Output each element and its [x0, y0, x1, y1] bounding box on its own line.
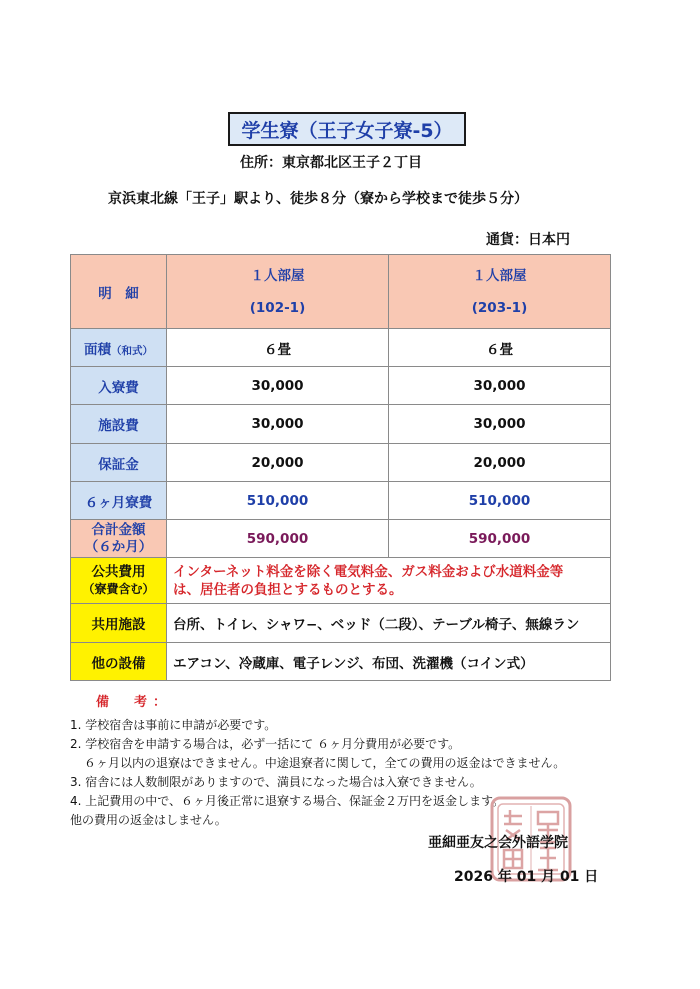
row-label-deposit: 保証金: [71, 444, 167, 482]
total-label: 合計金額: [91, 521, 146, 538]
remark-line: 3. 宿舎には人数制限がありますので、満員になった場合は入寮できません。: [70, 775, 482, 789]
dorm-access: 京浜東北線「王子」駅より、徒歩８分（寮から学校まで徒歩５分）: [108, 191, 528, 207]
room-1-code: (102-1): [249, 299, 306, 316]
row-label-six-month-rent: ６ヶ月寮費: [71, 482, 167, 520]
school-name: 亜細亜友之会外語学院: [428, 835, 568, 851]
shared-facilities-text: 台所、トイレ、シャワ−、ベッド（二段）、テーブル椅子、無線ラン: [167, 604, 611, 643]
entry-fee-value-1: 30,000: [167, 367, 389, 405]
table-row: [71, 482, 611, 520]
area-value-1: ６畳: [167, 329, 389, 367]
deposit-value-2: 20,000: [389, 444, 611, 482]
room-header-1: [167, 255, 389, 329]
row-label-facility-fee: 施設費: [71, 405, 167, 444]
room-2-name: １人部屋: [472, 267, 527, 284]
table-row: [71, 329, 611, 367]
utilities-label-sub: （寮費含む）: [82, 581, 155, 596]
utilities-notice-line-1: インターネット料金を除く電気料金、ガス料金および水道料金等: [173, 563, 564, 580]
table-row: [71, 405, 611, 444]
table-row: [71, 367, 611, 405]
remark-line: ６ヶ月以内の退寮はできません。中途退寮者に関して，全ての費用の返金はできません。: [84, 756, 566, 770]
header-label: 明 細: [98, 285, 139, 302]
utilities-notice-line-2: は、居住者の負担とするものとする。: [173, 581, 403, 598]
row-label-utilities: [71, 558, 167, 604]
row-label-other: 他の設備: [71, 643, 167, 681]
remarks-heading: 備 考：: [96, 695, 173, 710]
area-label-sub: （和式）: [111, 344, 153, 357]
table-row: [71, 444, 611, 482]
entry-fee-value-2: 30,000: [389, 367, 611, 405]
table-row: [71, 643, 611, 681]
currency-note: 通貨：日本円: [486, 232, 570, 248]
other-equipment-text: エアコン、冷蔵庫、電子レンジ、布団、洗濯機（コイン式）: [167, 643, 611, 681]
table-row: [71, 558, 611, 604]
row-label-area: [71, 329, 167, 367]
page-title: 学生寮（王子女子寮-5）: [228, 112, 466, 146]
issue-date: 2026 年 01 月 01 日: [454, 869, 599, 885]
row-label-shared: 共用施設: [71, 604, 167, 643]
utilities-label: 公共費用: [91, 563, 146, 580]
room-1-name: １人部屋: [250, 267, 305, 284]
area-value-2: ６畳: [389, 329, 611, 367]
area-label: 面積: [84, 341, 111, 358]
room-2-code: (203-1): [471, 299, 528, 316]
dorm-address: 住所：東京都北区王子２丁目: [240, 155, 422, 171]
deposit-value-1: 20,000: [167, 444, 389, 482]
row-label-total: [71, 520, 167, 558]
facility-fee-value-1: 30,000: [167, 405, 389, 444]
rent-table: [70, 254, 611, 681]
remark-line: 2. 学校宿舎を申請する場合は，必ず一括にて ６ヶ月分費用が必要です。: [70, 737, 461, 751]
facility-fee-value-2: 30,000: [389, 405, 611, 444]
remark-line: 4. 上記費用の中で、６ヶ月後正常に退寮する場合、保証金２万円を返金します。: [70, 794, 505, 808]
total-value-1: 590,000: [167, 520, 389, 558]
total-value-2: 590,000: [389, 520, 611, 558]
total-label-period: （６か月）: [84, 538, 153, 555]
utilities-notice: [167, 558, 611, 604]
row-label-entry-fee: 入寮費: [71, 367, 167, 405]
table-header-row: [71, 255, 611, 329]
six-month-rent-value-1: 510,000: [167, 482, 389, 520]
header-label-cell: [71, 255, 167, 329]
table-row: [71, 520, 611, 558]
remark-line: 1. 学校宿舎は事前に申請が必要です。: [70, 718, 277, 732]
table-row: [71, 604, 611, 643]
room-header-2: [389, 255, 611, 329]
six-month-rent-value-2: 510,000: [389, 482, 611, 520]
remark-line: 他の費用の返金はしません。: [70, 813, 227, 827]
